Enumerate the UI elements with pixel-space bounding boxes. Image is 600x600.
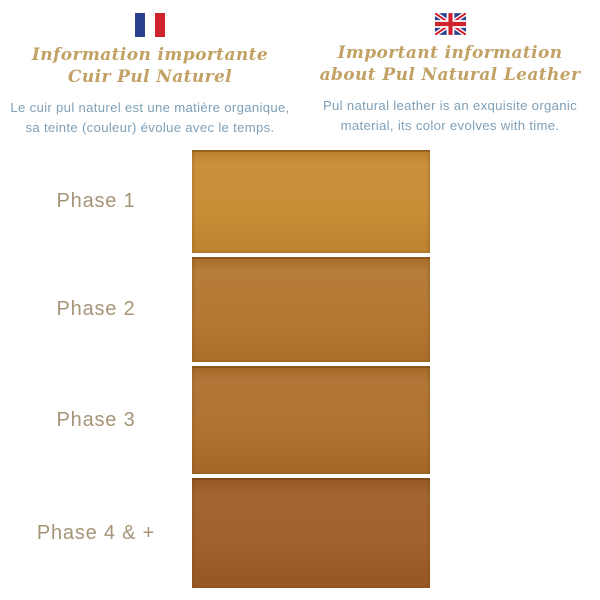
phase-row bbox=[0, 257, 430, 362]
english-title bbox=[300, 42, 600, 87]
france-flag-icon bbox=[135, 13, 165, 37]
uk-flag-icon bbox=[435, 13, 466, 35]
french-body-text: Le cuir pul naturel est une matière organique, sa teinte (couleur) évolue avec le temps. bbox=[10, 99, 290, 136]
phase-2-label: Phase 2 bbox=[56, 298, 136, 320]
french-section bbox=[0, 0, 300, 139]
phase-1-leather-swatch bbox=[192, 150, 430, 253]
phase-row bbox=[0, 366, 430, 474]
phase-4-label: Phase 4 & + bbox=[36, 521, 156, 544]
english-body-text: Pul natural leather is an exquisite organic material, its color evolves with time. bbox=[322, 97, 578, 134]
english-title-line1: Important information bbox=[337, 43, 563, 63]
phase-3-label: Phase 3 bbox=[56, 408, 136, 431]
french-title-line1: Information importante bbox=[31, 45, 269, 65]
phase-row bbox=[0, 478, 430, 588]
french-title bbox=[0, 44, 300, 89]
phase-2-leather-swatch bbox=[192, 257, 430, 362]
phase-4-leather-swatch bbox=[192, 478, 430, 588]
english-title-line2: about Pul Natural Leather bbox=[319, 65, 581, 86]
phase-row bbox=[0, 150, 430, 253]
phase-1-label: Phase 1 bbox=[56, 190, 136, 212]
french-title-line2: Cuir Pul Naturel bbox=[67, 67, 233, 88]
phase-3-leather-swatch bbox=[192, 366, 430, 474]
english-section bbox=[300, 0, 600, 137]
